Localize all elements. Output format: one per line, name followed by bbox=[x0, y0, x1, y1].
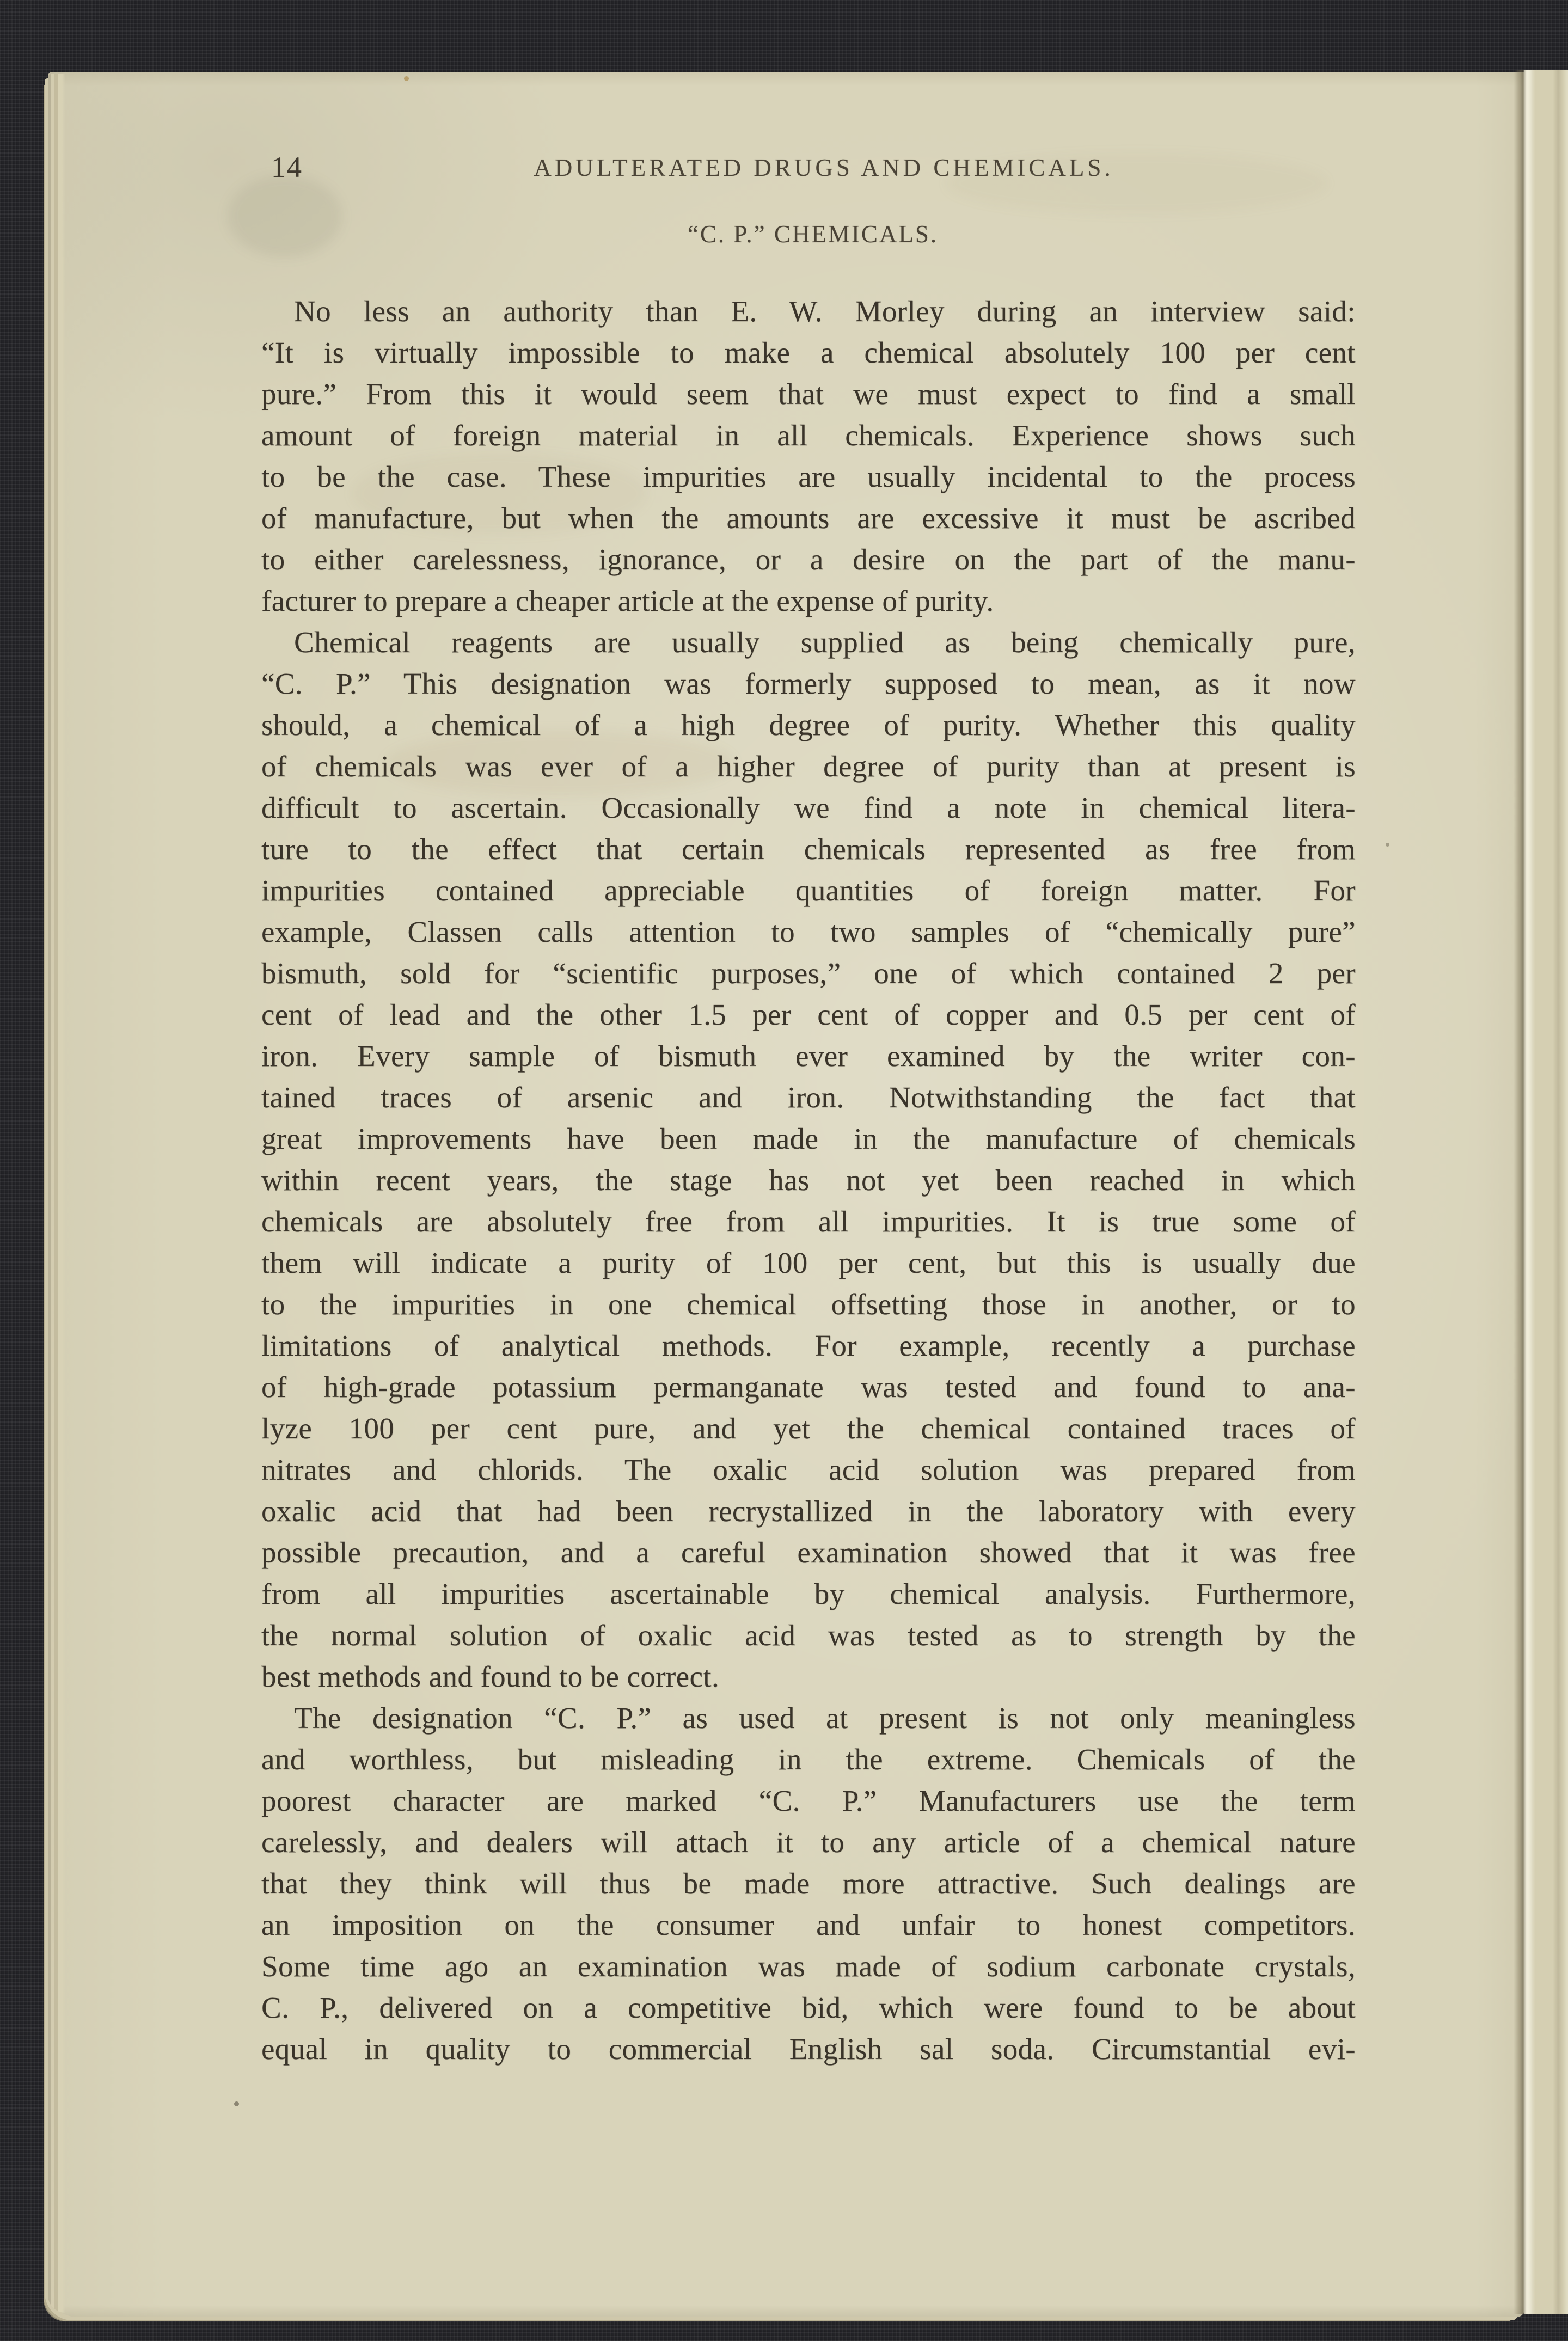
text-line: chemicals are absolutely free from all impurities. It is true some of bbox=[261, 1205, 1356, 1238]
text-line: great improvements have been made in the manufacture of chemicals bbox=[261, 1122, 1356, 1155]
text-line: amount of foreign material in all chemicals. Experience shows such bbox=[261, 419, 1356, 452]
text-line: equal in quality to commercial English sal soda. Circumstantial evi- bbox=[261, 2032, 1356, 2066]
text-line: of manufacture, but when the amounts are excessive it must be ascribed bbox=[261, 501, 1356, 535]
text-line: No less an authority than E. W. Morley during an interview said: bbox=[294, 295, 1356, 328]
text-line: example, Classen calls attention to two samples of “chemically pure” bbox=[261, 915, 1356, 948]
running-title: ADULTERATED DRUGS AND CHEMICALS. bbox=[534, 154, 1114, 181]
page-crease bbox=[1514, 70, 1532, 2314]
text-line: to be the case. These impurities are usually incidental to the process bbox=[261, 460, 1356, 493]
text-line: “It is virtually impossible to make a chemical absolutely 100 per cent bbox=[261, 336, 1356, 369]
text-line: of chemicals was ever of a higher degree of purity than at present is bbox=[261, 750, 1356, 783]
text-line: C. P., delivered on a competitive bid, which were found to be about bbox=[261, 1991, 1356, 2024]
text-line: poorest character are marked “C. P.” Manufacturers use the term bbox=[261, 1784, 1356, 1817]
text-line: carelessly, and dealers will attach it to any article of a chemical nature bbox=[261, 1825, 1356, 1859]
text-line: iron. Every sample of bismuth ever examined by the writer con- bbox=[261, 1039, 1356, 1073]
text-line: oxalic acid that had been recrystallized in the laboratory with every bbox=[261, 1494, 1356, 1528]
text-line: the normal solution of oxalic acid was tested as to strength by the bbox=[261, 1619, 1356, 1652]
body-text bbox=[261, 291, 1356, 2070]
text-line: “C. P.” This designation was formerly supposed to mean, as it now bbox=[261, 667, 1356, 700]
text-line: to either carelessness, ignorance, or a desire on the part of the manu- bbox=[261, 543, 1356, 576]
text-line: nitrates and chlorids. The oxalic acid solution was prepared from bbox=[261, 1453, 1356, 1486]
text-line: impurities contained appreciable quantities of foreign matter. For bbox=[261, 874, 1356, 907]
text-line: tained traces of arsenic and iron. Notwithstanding the fact that bbox=[261, 1081, 1356, 1114]
page-number: 14 bbox=[271, 151, 303, 183]
section-heading: “C. P.” CHEMICALS. bbox=[687, 220, 939, 248]
text-line: an imposition on the consumer and unfair to honest competitors. bbox=[261, 1908, 1356, 1941]
text-line: The designation “C. P.” as used at present is not only meaningless bbox=[294, 1701, 1356, 1735]
text-line: facturer to prepare a cheaper article at the expense of purity. bbox=[261, 584, 994, 617]
text-line: Chemical reagents are usually supplied as being chemically pure, bbox=[294, 626, 1356, 659]
text-line: possible precaution, and a careful examination showed that it was free bbox=[261, 1536, 1356, 1569]
text-line: limitations of analytical methods. For example, recently a purchase bbox=[261, 1329, 1356, 1362]
text-line: and worthless, but misleading in the extreme. Chemicals of the bbox=[261, 1743, 1356, 1776]
text-line: of high-grade potassium permanganate was tested and found to ana- bbox=[261, 1370, 1356, 1404]
text-line: pure.” From this it would seem that we must expect to find a small bbox=[261, 377, 1356, 410]
page-stack-edge bbox=[48, 74, 65, 2313]
text-line: to the impurities in one chemical offsetting those in another, or to bbox=[261, 1288, 1356, 1321]
text-line: from all impurities ascertainable by chemical analysis. Furthermore, bbox=[261, 1577, 1356, 1610]
text-line: should, a chemical of a high degree of purity. Whether this quality bbox=[261, 708, 1356, 741]
text-line: Some time ago an examination was made of sodium carbonate crystals, bbox=[261, 1950, 1356, 1983]
text-line: within recent years, the stage has not yet been reached in which bbox=[261, 1163, 1356, 1197]
text-line: cent of lead and the other 1.5 per cent of copper and 0.5 per cent of bbox=[261, 998, 1356, 1031]
text-line: lyze 100 per cent pure, and yet the chemical contained traces of bbox=[261, 1412, 1356, 1445]
text-line: difficult to ascertain. Occasionally we find a note in chemical litera- bbox=[261, 791, 1356, 824]
text-line: best methods and found to be correct. bbox=[261, 1660, 720, 1693]
text-line: ture to the effect that certain chemicals represented as free from bbox=[261, 832, 1356, 866]
text-line: them will indicate a purity of 100 per cent, but this is usually due bbox=[261, 1246, 1356, 1279]
text-line: that they think will thus be made more attractive. Such dealings are bbox=[261, 1867, 1356, 1900]
text-line: bismuth, sold for “scientific purposes,” one of which contained 2 per bbox=[261, 957, 1356, 990]
